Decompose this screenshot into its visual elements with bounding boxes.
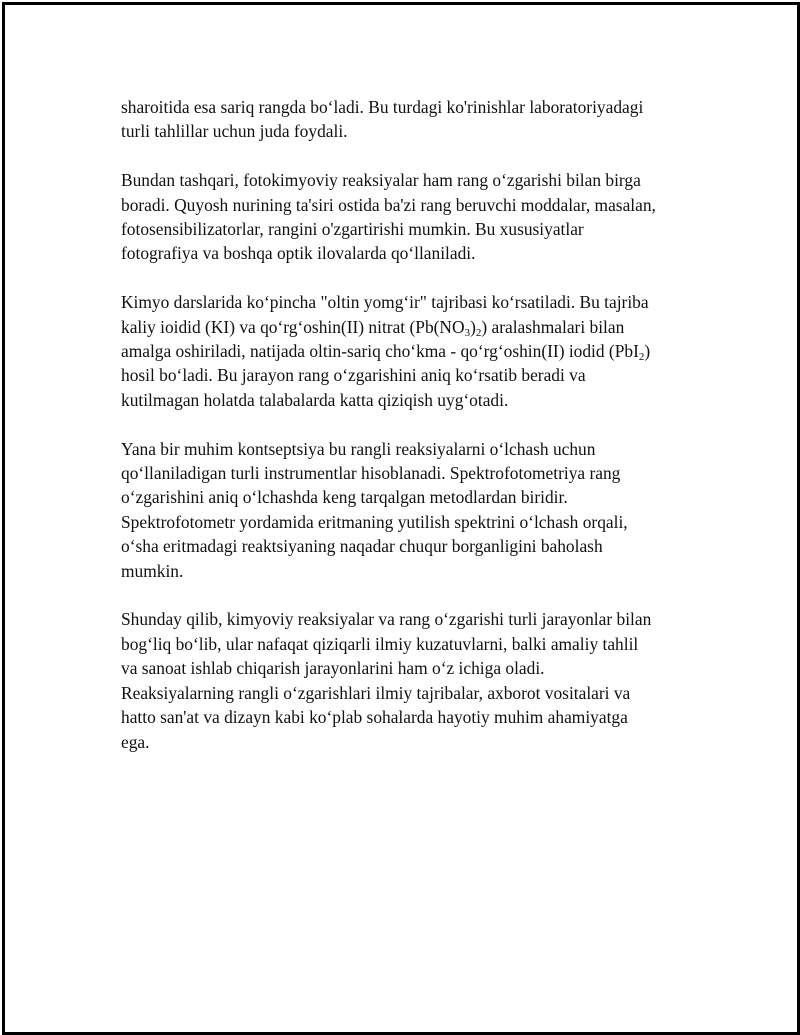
paragraph [121,168,701,266]
text-run: ega. [121,731,150,752]
subscript: 3 [464,326,471,339]
text-run: kaliy ioidid (KI) va qo‘rg‘oshin(II) nitrat (Pb(NO [121,316,465,337]
text-run: boradi. Quyosh nurining ta'siri ostida ba'zi rang beruvchi moddalar, masalan, [121,194,656,215]
text-run: va sanoat ishlab chiqarish jarayonlarini ham o‘z ichiga oladi. [121,658,545,679]
document-body [121,95,701,778]
text-line [121,461,701,485]
text-run: ) [470,316,476,337]
text-line [121,315,701,339]
text-line [121,119,701,143]
text-run: kutilmagan holatda talabalarda katta qiziqish uyg‘otadi. [121,389,509,410]
text-line [121,437,701,461]
text-line [121,510,701,534]
text-run: bog‘liq bo‘lib, ular nafaqat qiziqarli ilmiy kuzatuvlarni, balki amaliy tahlil [121,633,639,654]
text-line [121,485,701,509]
text-line [121,607,701,631]
paragraph [121,607,701,753]
text-line [121,290,701,314]
text-line [121,656,701,680]
text-run: Shunday qilib, kimyoviy reaksiyalar va rang o‘zgarishi turli jarayonlar bilan [121,609,652,630]
text-line [121,339,701,363]
page-frame [2,2,800,1035]
text-line [121,168,701,192]
text-line [121,193,701,217]
text-run: Spektrofotometr yordamida eritmaning yutilish spektrini o‘lchash orqali, [121,511,628,532]
text-line [121,559,701,583]
text-run: qo‘llaniladigan turli instrumentlar hisoblanadi. Spektrofotometriya rang [121,463,621,484]
subscript: 2 [638,351,645,364]
text-line [121,681,701,705]
text-run: Kimyo darslarida ko‘pincha "oltin yomg‘ir" tajribasi ko‘rsatiladi. Bu tajriba [121,292,649,313]
text-run: o‘sha eritmadagi reaktsiyaning naqadar chuqur borganligini baholash [121,536,603,557]
text-run: mumkin. [121,560,184,581]
text-run: sharoitida esa sariq rangda bo‘ladi. Bu turdagi ko'rinishlar laboratoriyadagi [121,97,644,117]
paragraph [121,95,701,144]
text-run: hatto san'at va dizayn kabi ko‘plab sohalarda hayotiy muhim ahamiyatga [121,707,628,728]
subscript: 2 [475,326,482,339]
text-run: hosil bo‘ladi. Bu jarayon rang o‘zgarishini aniq ko‘rsatib beradi va [121,365,586,386]
text-run: Bundan tashqari, fotokimyoviy reaksiyalar ham rang o‘zgarishi bilan birga [121,170,641,191]
text-line [121,217,701,241]
text-run: turli tahlillar uchun juda foydali. [121,121,348,142]
text-line [121,730,701,754]
text-line [121,705,701,729]
text-run: amalga oshiriladi, natijada oltin-sariq cho‘kma - qo‘rg‘oshin(II) iodid (PbI [121,341,639,362]
text-line [121,632,701,656]
text-line [121,363,701,387]
text-run: ) [644,341,651,362]
text-line [121,241,701,265]
text-line [121,534,701,558]
text-run: fotosensibilizatorlar, rangini o'zgartirishi mumkin. Bu xususiyatlar [121,219,584,240]
text-run: Reaksiyalarning rangli o‘zgarishlari ilmiy tajribalar, axborot vositalari va [121,682,631,703]
text-run: Yana bir muhim kontseptsiya bu rangli reaksiyalarni o‘lchash uchun [121,438,596,459]
text-run: fotografiya va boshqa optik ilovalarda qo‘llaniladi. [121,243,476,264]
text-run: o‘zgarishini aniq o‘lchashda keng tarqalgan metodlardan biridir. [121,487,568,508]
text-line [121,95,701,119]
text-line [121,388,701,412]
paragraph [121,437,701,583]
paragraph [121,290,701,412]
text-run: ) aralashmalari bilan [481,316,625,337]
